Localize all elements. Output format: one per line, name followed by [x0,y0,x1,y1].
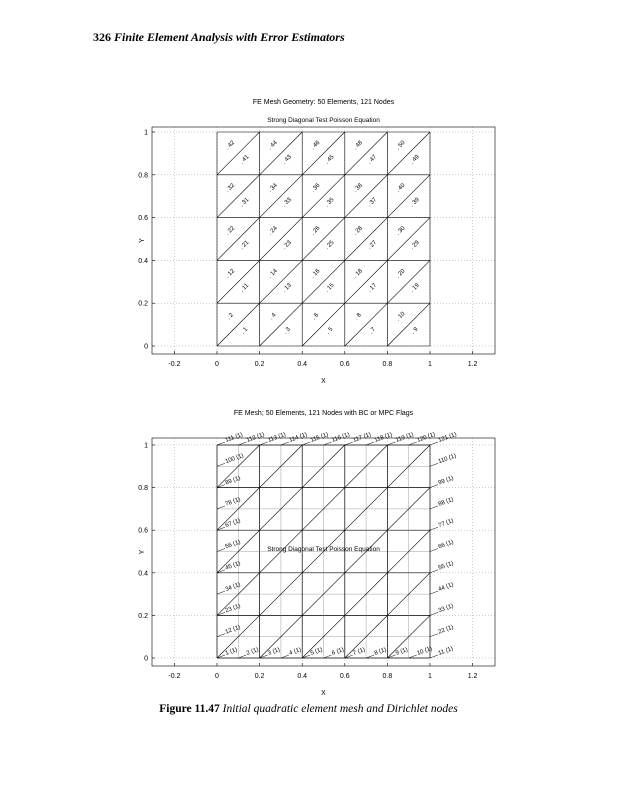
x-tick-label: 1 [428,361,432,368]
bc-node-label: 3 (1) [267,647,281,657]
element-label: . 8 [353,312,363,322]
x-tick-label: 0.6 [339,673,350,680]
x-tick-label: 0.8 [382,361,393,368]
y-tick-label: 0.4 [138,257,148,265]
mesh-diagonal [302,132,345,175]
mesh-diagonal [217,132,260,175]
figure-caption [0,703,617,715]
element-label: . 35 [324,196,336,209]
bc-flag-leader [366,655,374,658]
element-label: . 22 [224,225,237,237]
mesh-diagonal [260,260,303,303]
y-tick-label: 0.2 [138,612,148,620]
bc-flag-leader [430,442,438,445]
bc-node-label: 121 (1) [437,431,458,444]
bc-node-label: 67 (1) [224,518,242,530]
bc-flag-leader [366,442,374,445]
bc-node-label: 6 (1) [331,647,345,657]
bc-node-label: 12 (1) [224,624,242,636]
x-tick-label: -0.2 [168,361,181,368]
element-label: . 49 [409,154,421,166]
element-label: . 23 [281,239,293,252]
bc-flag-leader [430,527,438,530]
element-label: . 18 [352,268,364,280]
mesh-diagonal [217,303,260,346]
element-label: . 30 [395,225,407,237]
bc-node-label: 120 (1) [416,431,437,444]
element-label: . 34 [267,182,279,195]
mesh-bc-plot [138,410,495,697]
element-label: . 3 [282,326,292,336]
bc-node-label: 99 (1) [437,475,455,487]
y-tick-label: 0.8 [138,485,148,493]
bc-node-label: 115 (1) [309,431,330,444]
element-label: . 50 [395,139,407,152]
x-tick-label: -0.2 [168,673,181,680]
bc-flag-leader [430,485,438,488]
y-tick-label: 0.6 [138,527,148,535]
x-tick-label: 0.4 [297,673,308,680]
bc-flag-leader [324,442,332,445]
bc-flag-leader [260,442,268,445]
bc-node-label: 89 (1) [224,475,242,487]
bc-flag-leader [217,549,225,552]
element-label: . 19 [409,282,421,294]
mesh-diagonal [217,175,260,218]
element-label: . 16 [310,268,322,280]
bc-flag-leader [430,463,438,466]
element-label: . 15 [324,282,336,294]
element-label: . 2 [226,312,235,322]
mesh-diagonal [217,260,260,303]
bc-node-label: 111 (1) [224,432,244,444]
element-label: . 48 [352,139,364,152]
bc-node-label: 22 (1) [437,624,455,636]
bc-flag-leader [238,655,246,658]
bc-flag-leader [430,591,438,594]
x-tick-label: 1 [428,673,432,680]
element-label: . 17 [366,282,379,294]
figure-caption-text: Initial quadratic element mesh and Dirichlet nodes [222,703,458,715]
y-tick-label: 0 [144,343,148,351]
element-label: . 24 [267,225,279,237]
element-label: . 7 [368,326,377,336]
element-label: . 13 [281,282,293,294]
x-tick-label: 0.2 [254,673,265,680]
x-tick-label: 0 [215,673,219,680]
y-tick-label: 0 [144,655,148,663]
element-label: . 26 [310,225,322,237]
bc-node-label: 23 (1) [224,603,242,615]
element-label: . 28 [352,225,364,237]
bc-node-label: 88 (1) [437,496,455,508]
mesh-diagonal [302,260,345,303]
bc-flag-leader [281,442,289,445]
bc-flag-leader [409,655,417,658]
bc-node-label: 9 (1) [395,647,409,657]
annotation: Strong Diagonal Test Poisson Equation [267,546,380,553]
mesh-diagonal [302,218,345,261]
y-tick-label: 1 [144,129,148,137]
y-tick-label: 1 [144,442,148,450]
element-label: . 11 [239,282,251,294]
mesh-geometry-plot [138,99,495,385]
bc-flag-leader [238,442,246,445]
element-label: . 36 [310,182,322,195]
x-axis-label: X [321,378,326,385]
bc-node-label: 110 (1) [437,453,458,466]
bc-node-label: 78 (1) [224,496,242,508]
bc-node-label: 5 (1) [309,647,324,657]
bc-node-label: 10 (1) [416,645,434,657]
page-number: 326 [93,30,111,44]
chart-title: FE Mesh; 50 Elements, 121 Nodes with BC or MPC Flags [233,410,414,417]
element-label: . 45 [324,154,336,166]
bc-node-label: 100 (1) [224,453,245,466]
x-tick-label: 0.2 [254,361,265,368]
x-tick-label: 0.8 [382,673,393,680]
element-label: . 14 [267,268,279,280]
bc-node-label: 113 (1) [267,431,287,444]
mesh-diagonal [260,132,303,175]
bc-node-label: 118 (1) [373,431,394,444]
element-label: . 44 [267,139,279,152]
element-label: . 6 [311,312,321,322]
bc-flag-leader [430,634,438,637]
element-label: . 31 [239,196,251,209]
bc-node-label: 45 (1) [224,560,242,572]
element-label: . 12 [224,268,237,280]
bc-node-label: 1 (1) [224,647,239,657]
bc-flag-leader [345,442,353,445]
element-label: . 40 [395,182,407,195]
mesh-diagonal [260,175,303,218]
bc-flag-leader [430,506,438,509]
bc-flag-leader [217,463,225,466]
mesh-diagonal [302,303,345,346]
element-label: . 29 [409,239,421,252]
bc-node-label: 44 (1) [437,581,455,593]
bc-flag-leader [217,442,225,445]
mesh-diagonal [387,132,430,175]
bc-node-label: 2 (1) [245,647,260,657]
bc-flag-leader [430,655,438,658]
bc-node-label: 34 (1) [224,581,242,593]
x-tick-label: 0.6 [339,361,350,368]
y-tick-label: 0.4 [138,570,148,578]
bc-node-label: 116 (1) [331,431,351,444]
element-label: . 10 [395,311,407,323]
element-label: . 38 [352,182,364,195]
bc-flag-leader [387,442,395,445]
y-axis-label: Y [139,238,146,243]
mesh-diagonal [345,260,388,303]
bc-flag-leader [217,591,225,594]
mesh-diagonal [387,260,430,303]
bc-node-label: 55 (1) [437,560,455,572]
bc-flag-leader [217,506,225,509]
bc-node-label: 112 (1) [245,431,266,444]
y-tick-label: 0.2 [138,300,148,308]
x-tick-label: 1.2 [467,361,478,368]
bc-node-label: 119 (1) [395,431,415,444]
element-label: . 43 [281,154,293,166]
mesh-diagonal [387,303,430,346]
bc-flag-leader [430,570,438,573]
figure-label: Figure 11.47 [159,703,220,715]
mesh-diagonal [387,175,430,218]
element-label: . 20 [395,268,407,280]
mesh-diagonal [302,175,345,218]
element-label: . 27 [366,239,379,252]
bc-flag-leader [430,612,438,615]
mesh-diagonal [345,303,388,346]
bc-flag-leader [430,549,438,552]
bc-node-label: 56 (1) [224,539,242,551]
element-label: . 5 [325,326,335,336]
element-label: . 1 [240,326,250,336]
bc-node-label: 33 (1) [437,603,455,615]
bc-flag-leader [324,655,332,658]
x-tick-label: 0.4 [297,361,308,368]
element-label: . 42 [224,139,237,152]
element-label: . 46 [310,139,322,152]
element-label: . 39 [409,196,421,209]
x-axis-label: X [321,690,326,697]
bc-flag-leader [281,655,289,658]
element-label: . 37 [366,196,379,209]
mesh-diagonal [260,303,303,346]
y-axis-label: Y [139,549,146,555]
x-tick-label: 1.2 [467,673,478,680]
bc-node-label: 114 (1) [288,431,309,444]
bc-node-label: 7 (1) [352,647,367,657]
mesh-diagonal [260,218,303,261]
running-title: Finite Element Analysis with Error Estimators [114,30,345,44]
bc-node-label: 8 (1) [373,647,388,657]
bc-flag-leader [217,634,225,637]
element-label: . 33 [281,196,293,209]
bc-node-label: 4 (1) [288,647,303,657]
bc-node-label: 66 (1) [437,539,455,551]
bc-node-label: 11 (1) [437,646,454,657]
element-label: . 41 [239,154,251,166]
element-label: . 25 [324,239,336,252]
mesh-diagonal [217,218,260,261]
element-label: . 4 [268,312,278,322]
y-tick-label: 0.8 [138,172,148,180]
annotation: Strong Diagonal Test Poisson Equation [267,117,380,124]
element-label: . 47 [366,154,379,166]
bc-flag-leader [409,442,417,445]
element-label: . 32 [224,182,237,195]
mesh-diagonal [345,175,388,218]
element-label: . 21 [239,239,251,252]
bc-node-label: 117 (1) [352,431,372,444]
mesh-diagonal [345,132,388,175]
chart-title: FE Mesh Geometry: 50 Elements, 121 Nodes [252,99,395,106]
y-tick-label: 0.6 [138,215,148,223]
bc-flag-leader [302,442,310,445]
x-tick-label: 0 [215,361,219,368]
element-label: . 9 [410,326,420,336]
mesh-diagonal [387,218,430,261]
mesh-diagonal [345,218,388,261]
bc-node-label: 77 (1) [437,518,455,530]
